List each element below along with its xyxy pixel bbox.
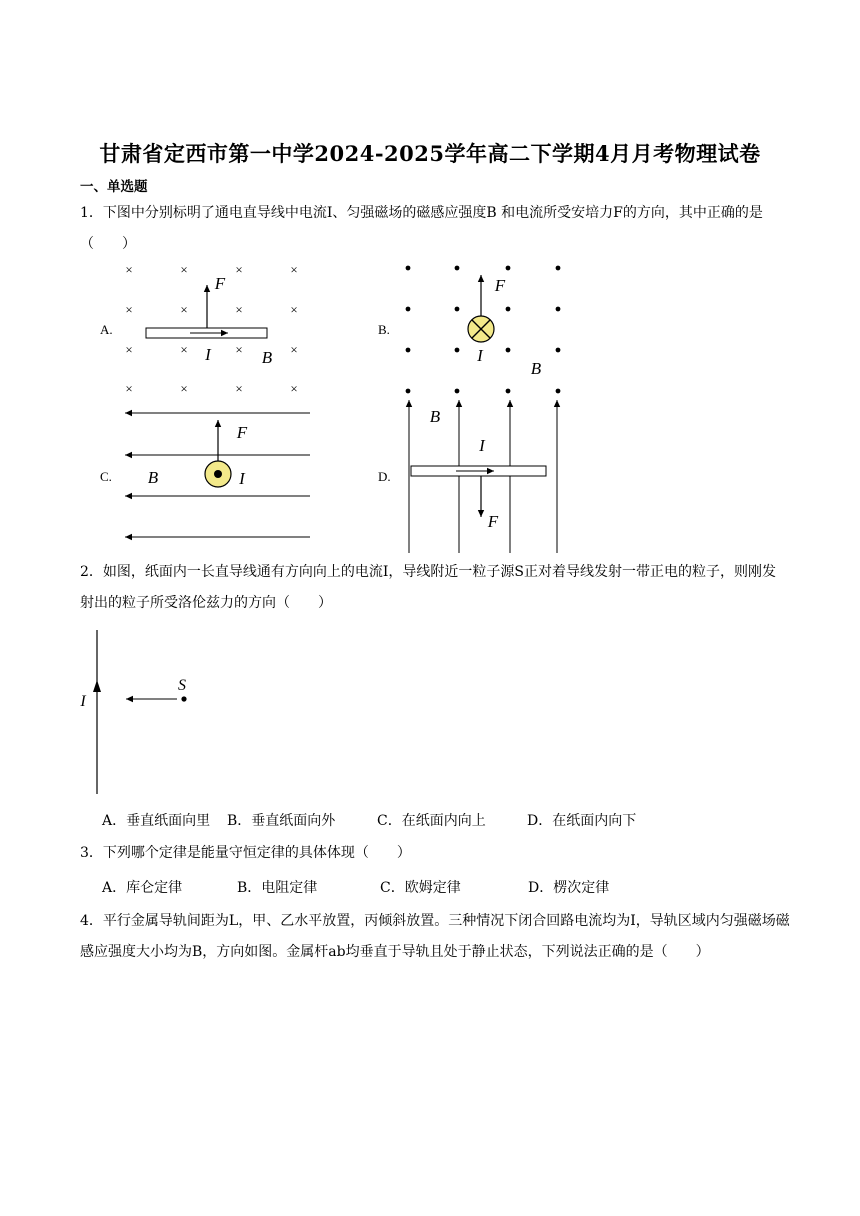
svg-text:×: × [290,381,298,396]
question-1-text: 1．下图中分别标明了通电直导线中电流I、匀强磁场的磁感应强度B 和电流所受安培力F的方向，其中正确的是（ ） [80,205,763,252]
option-d: D．楞次定律 [528,880,610,896]
figure-d [409,400,557,553]
figure-a [125,262,297,396]
option-d: D．在纸面内向下 [527,813,637,829]
question-1-figures [90,258,590,553]
option-c: C．在纸面内向上 [377,813,486,829]
figure-c [125,413,310,537]
option-b-label: B. [378,322,390,337]
option-a: A．库仑定律 [102,880,183,896]
question-2-text: 2．如图，纸面内一长直导线通有方向向上的电流I，导线附近一粒子源S正对着导线发射一带正电的粒子，则刚发射出的粒子所受洛伦兹力的方向（ ） [80,564,777,611]
label-f: F [214,274,226,293]
current-up-arrow [93,680,101,692]
label-s: S [178,677,186,694]
svg-text:×: × [180,262,188,277]
question-3-options [102,877,609,897]
svg-text:×: × [180,342,188,357]
label-i: I [80,693,86,710]
option-c: C．欧姆定律 [380,880,461,896]
particle-source [181,696,186,701]
question-2-options [102,810,636,830]
svg-text:×: × [290,262,298,277]
question-4-text: 4．平行金属导轨间距为L，甲、乙水平放置，丙倾斜放置。三种情况下闭合回路电流均为I，导轨区域内匀强磁场磁感应强度大小均为B，方向如图。金属杆ab均垂直于导轨且处于静止状态，下列说法正确的是（ ） [80,913,790,960]
svg-text:×: × [125,262,133,277]
option-d-label: D. [378,469,391,484]
svg-text:×: × [125,302,133,317]
option-a: A．垂直纸面向里 [102,813,211,829]
svg-text:×: × [235,342,243,357]
page-title: 甘肃省定西市第一中学2024-2025学年高二下学期4月月考物理试卷 [99,141,761,166]
svg-text:×: × [235,302,243,317]
label-i: I [205,345,211,364]
label-i: I [477,346,483,365]
label-f: F [236,423,248,442]
section-heading: 一、单选题 [80,179,148,195]
label-b: B [429,407,441,426]
label-i: I [239,469,245,488]
figure-b [406,266,561,394]
label-f: F [487,512,499,531]
label-b: B [530,359,542,378]
svg-text:×: × [290,342,298,357]
label-i: I [479,436,485,455]
svg-text:×: × [235,381,243,396]
label-b: B [147,468,159,487]
svg-text:×: × [125,381,133,396]
label-f: F [494,276,506,295]
option-a-label: A. [100,322,113,337]
svg-text:×: × [235,262,243,277]
svg-text:×: × [180,381,188,396]
option-b: B．电阻定律 [237,880,318,896]
question-3-text: 3．下列哪个定律是能量守恒定律的具体体现（ ） [80,845,411,861]
option-b: B．垂直纸面向外 [227,813,336,829]
svg-text:×: × [180,302,188,317]
svg-text:×: × [290,302,298,317]
label-b: B [261,348,273,367]
option-c-label: C. [100,469,112,484]
svg-text:×: × [125,342,133,357]
question-2-figure [70,628,210,798]
